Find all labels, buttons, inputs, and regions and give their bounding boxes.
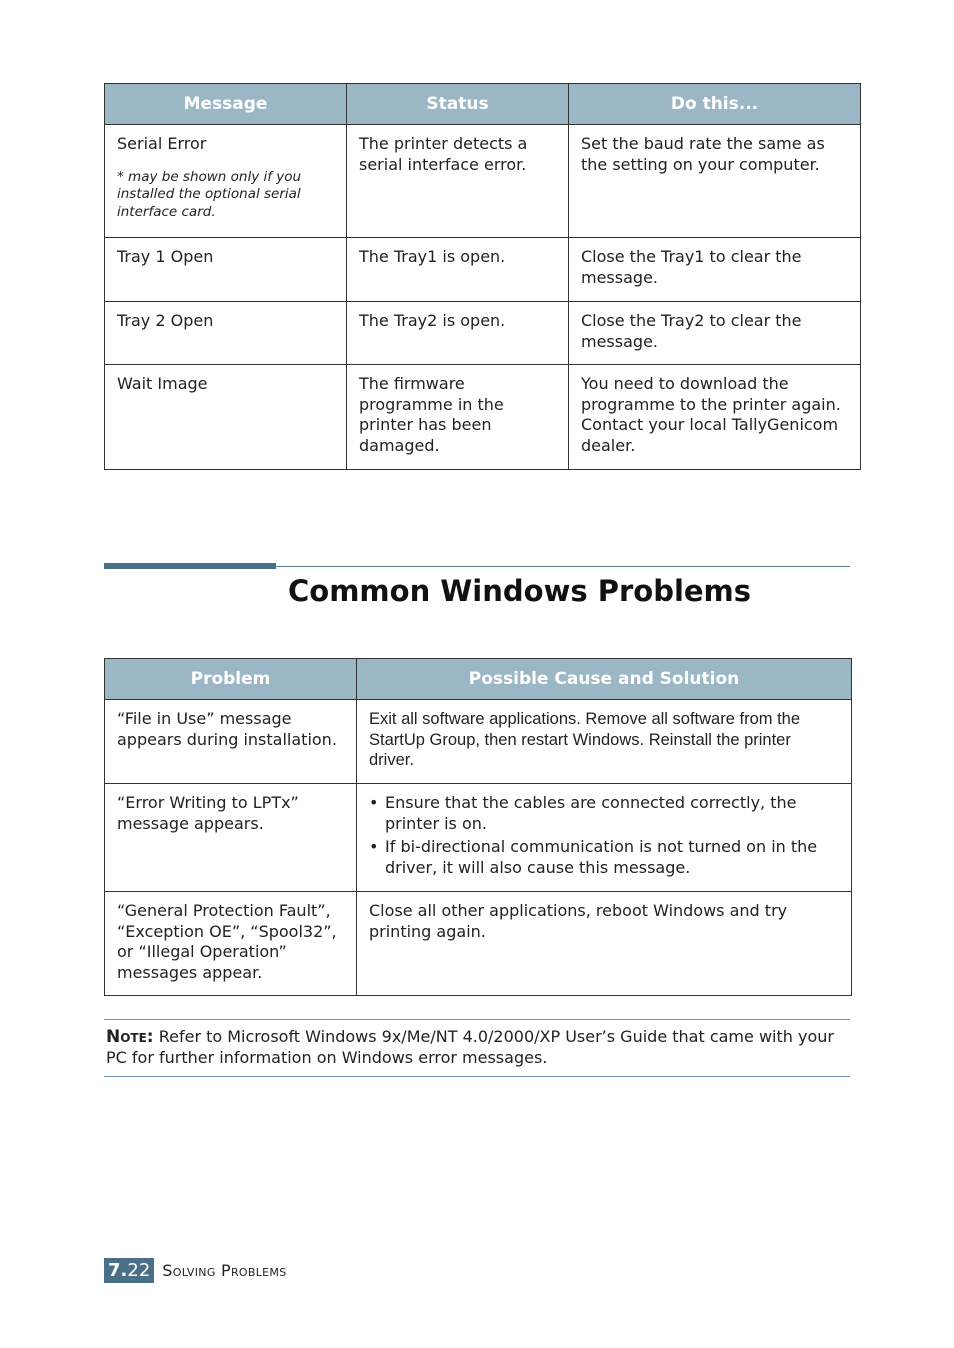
list-item bbox=[369, 837, 839, 878]
page-footer bbox=[104, 1258, 286, 1283]
problem-cell: “General Protection Fault”, “Exception OE”, “Spool32”, or “Illegal Operation” messages appear. bbox=[105, 892, 357, 996]
table-row bbox=[105, 892, 852, 996]
column-header-problem: Problem bbox=[105, 659, 357, 700]
message-cell: Tray 2 Open bbox=[105, 302, 347, 365]
note-label: Note: bbox=[106, 1027, 154, 1047]
note-box bbox=[104, 1019, 850, 1077]
list-item-text: If bi-directional communication is not turned on in the driver, it will also cause this message. bbox=[385, 837, 818, 877]
solution-cell: Close all other applications, reboot Windows and try printing again. bbox=[357, 892, 852, 996]
status-cell: The Tray2 is open. bbox=[347, 302, 569, 365]
message-footnote: * may be shown only if you installed the optional serial interface card. bbox=[117, 168, 302, 220]
message-cell: Tray 1 Open bbox=[105, 238, 347, 302]
problem-cell: “File in Use” message appears during installation. bbox=[105, 700, 357, 784]
status-cell: The firmware programme in the printer has been damaged. bbox=[347, 365, 569, 470]
section-title: Common Windows Problems bbox=[288, 574, 752, 608]
status-cell: The Tray1 is open. bbox=[347, 238, 569, 302]
table-row bbox=[105, 365, 861, 470]
table-row bbox=[105, 238, 861, 302]
action-cell: Close the Tray2 to clear the message. bbox=[569, 302, 861, 365]
column-header-message: Message bbox=[105, 84, 347, 125]
section-rule-accent bbox=[104, 563, 276, 569]
status-cell: The printer detects a serial interface error. bbox=[347, 125, 569, 238]
note-text: Refer to Microsoft Windows 9x/Me/NT 4.0/2000/XP User’s Guide that came with your PC for further information on Windows error messages. bbox=[106, 1027, 834, 1067]
action-cell: Set the baud rate the same as the setting on your computer. bbox=[569, 125, 861, 238]
action-cell: Close the Tray1 to clear the message. bbox=[569, 238, 861, 302]
column-header-status: Status bbox=[347, 84, 569, 125]
solution-cell: Exit all software applications. Remove all software from the StartUp Group, then restart Windows. Reinstall the printer driver. bbox=[357, 700, 852, 784]
messages-table bbox=[104, 83, 861, 470]
bullet-icon: • bbox=[369, 793, 379, 812]
solution-bullet-list bbox=[369, 793, 839, 878]
column-header-solution: Possible Cause and Solution bbox=[357, 659, 852, 700]
table-row bbox=[105, 125, 861, 238]
problem-cell: “Error Writing to LPTx” message appears. bbox=[105, 784, 357, 892]
solution-cell bbox=[357, 784, 852, 892]
chapter-number: 7. bbox=[108, 1260, 128, 1281]
page-number-badge bbox=[104, 1258, 154, 1283]
windows-problems-table bbox=[104, 658, 852, 996]
column-header-do-this: Do this... bbox=[569, 84, 861, 125]
list-item-text: Ensure that the cables are connected correctly, the printer is on. bbox=[385, 793, 797, 833]
bullet-icon: • bbox=[369, 837, 379, 856]
table-header-row bbox=[105, 84, 861, 125]
table-row bbox=[105, 302, 861, 365]
footer-chapter-title: Solving Problems bbox=[162, 1261, 287, 1280]
action-cell: You need to download the programme to the printer again. Contact your local TallyGenicom dealer. bbox=[569, 365, 861, 470]
message-cell: Wait Image bbox=[105, 365, 347, 470]
message-cell bbox=[105, 125, 347, 238]
message-text: Serial Error bbox=[117, 134, 207, 153]
table-header-row bbox=[105, 659, 852, 700]
page-number: 22 bbox=[127, 1260, 151, 1281]
table-row bbox=[105, 700, 852, 784]
list-item bbox=[369, 793, 839, 834]
table-row bbox=[105, 784, 852, 892]
